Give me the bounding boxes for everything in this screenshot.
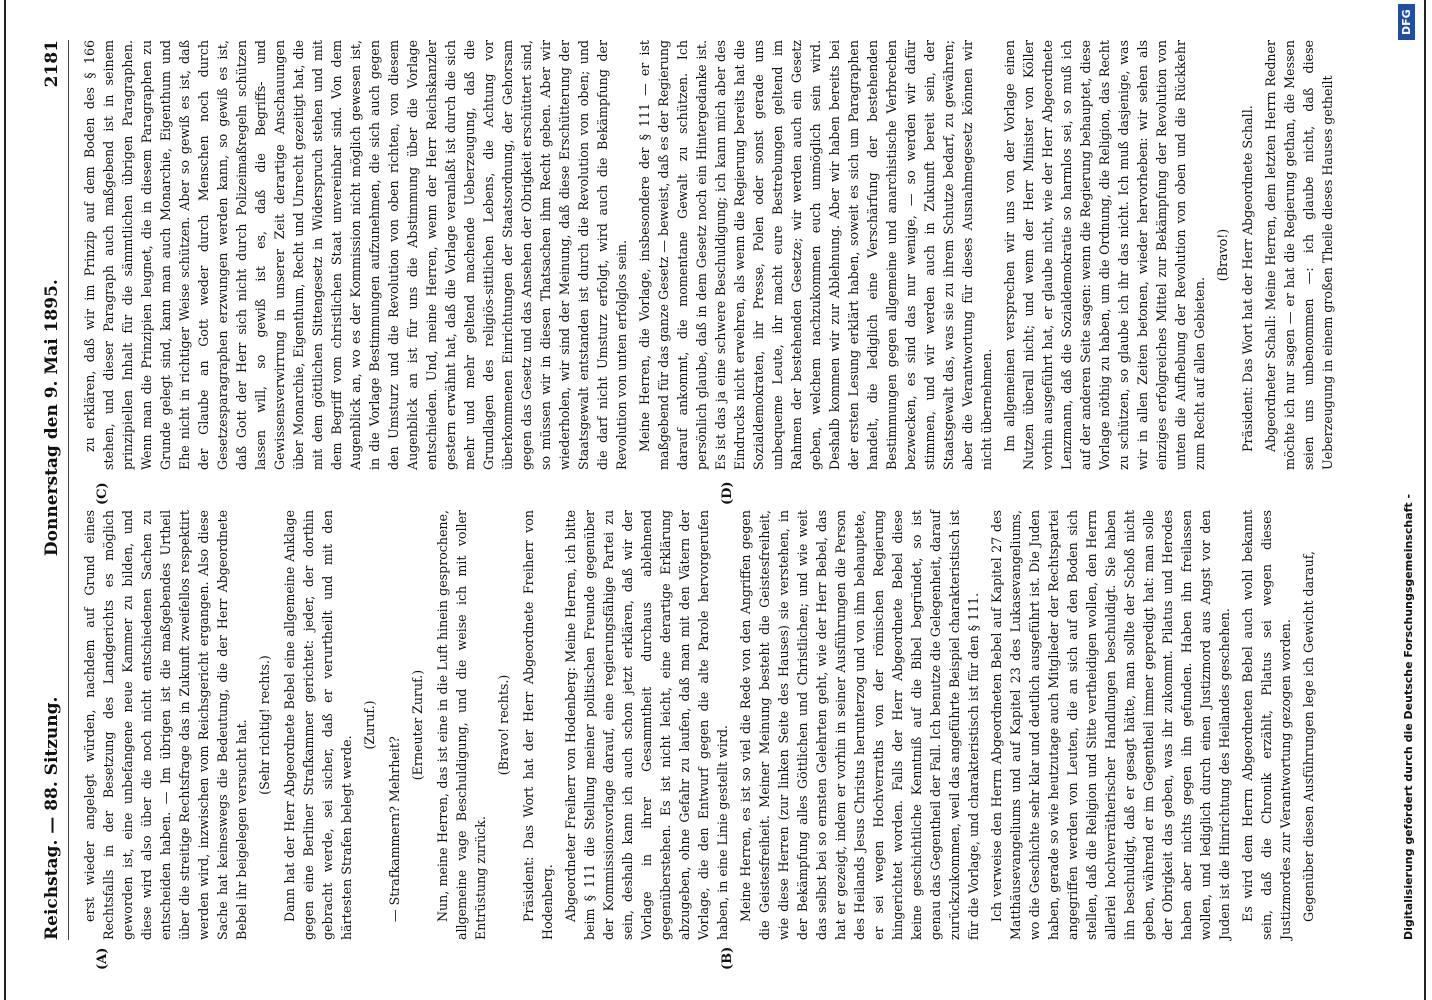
header-date: Donnerstag den 9. Mai 1895. <box>42 279 62 557</box>
paragraph: zu erklären, daß wir im Prinzip auf dem Boden des § 166 stehen, und dieser Paragraph auch maßgebend ist in seinem prinzipiellen Inhalt für die sämmtlichen übrigen Paragraphen. Wenn man die Prinzipien leugnet, die in diesem Paragraphen zu Grunde gelegt sind, kann man auch Monarchie, Eigenthum und Ehe nicht in richtiger Weise schützen. Aber so gewiß es ist, daß der Glaube an Gott weder durch Menschen noch durch Gesetzesparagraphen erzwungen werden kann, so gewiß es ist, daß Gott der Herr sich nicht durch Polizeimaßregeln schützen lassen will, so gewiß ist es, daß die Begriffs- und Gewissensverwirrung in unserer Zeit derartige Anschauungen über Monarchie, Eigenthum, Recht und Unrecht gezeitigt hat, die mit dem göttlichen Sittengesetz in Widerspruch stehen und mit dem Begriff vom christlichen Staat unvereinbar sind. Von dem Augenblick an, wo es der Kommission nicht möglich gewesen ist, in die Vorlage Bestimmungen aufzunehmen, die sich auch gegen den Umsturz und die Revolution von oben richten, von diesem Augenblick an ist für uns die Abstimmung über die Vorlage entschieden. Und, meine Herren, wenn der Herr Reichskanzler gestern erwähnt hat, daß die Vorlage veranlaßt ist durch die sich mehr und mehr geltend machende Ueberzeugung, daß die Grundlagen des religiös-sittlichen Lebens, die Achtung vor überkommenen Einrichtungen der Staatsordnung, der Gehorsam gegen das Gesetz und das Ansehen der Obrigkeit erschüttert sind, so müssen wir in diesen Thatsachen ihm Recht geben. Aber wir wiederholen, wir sind der Meinung, daß diese Erschütterung der Staatsgewalt entstanden ist durch die Revolution von oben; und die darf nicht Umsturz erfolgt, wird auch die Bekämpfung der Revolution von unten erfolglos sein. <box>82 40 629 470</box>
scan-edge-bottom <box>1424 0 1426 1000</box>
paragraph: Im allgemeinen versprechen wir uns von der Vorlage einen Nutzen überall nicht; und wenn der Herr Minister von Köller vorhin ausgeführt hat, er glaube nicht, wie der Herr Abgeordnete Lenzmann, daß die Sozialdemokratie so harmlos sei, so muß ich auf der anderen Seite sagen: wenn die Regierung behauptet, diese Vorlage nöthig zu haben, um die Ordnung, die Religion, das Recht zu schützen, so glaube ich ihr das nicht. Ich muß dasjenige, was wir in allen Zeiten betonen, wieder hervorheben: wir sehen als einziges erfolgreiches Mittel zur Bekämpfung der Revolution von unten die Aufhebung der Revolution von oben und die Rückkehr zum Recht auf allen Gebieten. <box>1002 40 1207 470</box>
interjection: (Erneuter Zuruf.) <box>410 669 425 781</box>
interjection: (Sehr richtig! rechts.) <box>257 655 272 795</box>
paragraph: Es wird dem Herrn Abgeordneten Bebel auch wohl bekannt sein, daß die Chronik erzählt, Pilatus sei wegen dieses Justizmordes zur Verantwortung gezogen worden. <box>1240 510 1293 940</box>
page-header <box>38 40 66 940</box>
left-column <box>80 510 1316 940</box>
paragraph: Präsident: Das Wort hat der Herr Abgeordnete Freiherr von Hodenberg. <box>521 510 555 940</box>
paragraph: Gegenüber diesen Ausführungen lege ich Gewicht darauf, <box>1301 551 1316 922</box>
paragraph: — Strafkammern? Mehrheit? <box>387 736 402 922</box>
interjection: (Zuruf.) <box>362 700 377 750</box>
paragraph: Dann hat der Herr Abgeordnete Bebel eine allgemeine Anklage gegen eine Berliner Strafkammer gerichtet: jeder, der dorthin gebracht werde, sei sicher, daß er verurtheilt und mit den härtesten Strafen belegt werde. <box>282 510 354 940</box>
paragraph: erst wieder angelegt würden, nachdem auf Grund eines Rechtsfalls in der Besetzung des Landgerichts es möglich geworden ist, eine unbefangene neue Kammer zu bilden, und diese wird also über die noch nicht entschiedenen Sachen zu entscheiden haben. — Im übrigen ist die maßgebendes Urtheil über die streitige Rechtsfrage das in Zukunft zweifellos respektirt werden wird, inzwischen vom Reichsgericht ergangen. Also diese Sache hat keineswegs die Bedeutung, die der Herr Abgeordnete Bebel ihr beigelegen versucht hat. <box>82 510 249 940</box>
margin-mark-c: (C) <box>95 482 110 505</box>
dfg-logo: DFG <box>1398 4 1415 40</box>
margin-mark-b: (B) <box>720 946 735 970</box>
paragraph: Nun, meine Herren, das ist eine in die Luft hinein gesprochene, allgemeine vage Beschuldigung, und die weise ich mit voller Entrüstung zurück. <box>435 510 488 940</box>
credit-text: Digitalisierung gefördert durch die Deutsche Forschungsgemeinschaft - <box>1402 493 1415 940</box>
paragraph: Meine Herren, die Vorlage, insbesondere der § 111 — er ist maßgebend für das ganze Gesetz — beweist, daß es der Regierung darauf ankommt, die momentane Gewalt zu schützen. Ich persönlich glaube, daß in dem Gesetz noch ein Hintergedanke ist. Es ist das ja eine schwere Beschuldigung; ich kann mich aber des Eindrucks nicht erwehren, als wenn die Regierung bereits hat die Sozialdemokraten, ihr Presse, Polen oder sonst gerade uns unbequeme Leute, ihr macht eure Bestrebungen geltend im Rahmen der bestehenden Gesetze; wir werden auch ein Gesetz geben, welchem nachzukommen euch unmöglich sein wird. Deshalb kommen wir zur Ablehnung. Aber wir haben bereits bei der ersten Lesung erklärt haben, soweit es sich um Paragraphen handelt, die lediglich eine Verschärfung der bestehenden Bestimmungen gegen allgemeine und anarchistische Verbrechen bezwecken, es sind das nur wenige, — so werden wir dafür stimmen, und wir werden auch in Zukunft bereit sein, der Staatsgewalt das, was sie zu ihrem Schutze bedarf, zu gewähren; aber die Verantwortung für dieses Ausnahmegesetz können wir nicht übernehmen. <box>637 40 994 470</box>
page-number: 2181 <box>42 40 62 88</box>
header-right <box>42 40 62 556</box>
paragraph: Abgeordneter Freiherr von Hodenberg: Meine Herren, ich bitte beim § 111 die Stellung meiner politischen Freunde gegenüber der Kommissionsvorlage darauf, eine regierungsfähige Partei zu sein, deshalb kann ich auch schon jetzt erklären, daß wir der Vorlage in ihrer Gesammtheit durchaus ablehnend gegenüberstehen. Es ist nicht leicht, eine derartige Erklärung abzugeben, ohne Gefahr zu laufen, daß man mit den Vätern der Vorlage, die den Entwurf gegen die alte Parole hervorgerufen haben, in eine Linie gestellt wird. <box>563 510 730 940</box>
digitization-credit <box>1402 40 1415 940</box>
right-column <box>80 40 1335 470</box>
interjection: (Bravo!) <box>1215 228 1230 282</box>
paragraph: Ich verweise den Herrn Abgeordneten Bebel auf Kapitel 27 des Matthäusevangeliums und auf Kapitel 23 des Lukasevangeliums, wo die Geschichte sehr klar und deutlich ausgeführt ist. Die Juden haben, gerade so wie heutzutage auch Mitglieder der Rechtspartei angegriffen werden von Leuten, die an sich auf den Boden sich stellen, daß die Religion und Sitte vertheidigen wollen, den Herrn allerlei hochverrätherischer Handlungen beschuldigt. Sie haben ihn beschuldigt, daß er gesagt hätte, man sollte der Schoß nicht geben, während er im Gegentheil immer gepredigt hat: man solle der Obrigkeit das geben, was ihr zukommt. Pilatus und Herodes haben aber nichts gegen ihn gefunden. Haben ihn freilassen wollen, und lediglich durch einen Justizmord aus Angst vor den Juden ist die Hinrichtung des Heilandes geschehen. <box>989 510 1232 940</box>
margin-mark-d: (D) <box>720 481 735 505</box>
margin-mark-a: (A) <box>95 947 110 970</box>
paragraph: Abgeordneter Schall: Meine Herren, dem letzten Herrn Redner möchte ich nur sagen — er hat die Regierung gethan, die Messen seien uns unbenommen —: ich glaube nicht, daß diese Ueberzeugung in einem großen Theile dieses Hauses getheilt <box>1263 40 1335 470</box>
interjection: (Bravo! rechts.) <box>496 674 511 776</box>
scan-edge-top <box>4 0 6 1000</box>
paragraph: Präsident: Das Wort hat der Herr Abgeordnete Schall. <box>1240 105 1255 452</box>
header-left: Reichstag. — 88. Sitzung. <box>42 696 62 940</box>
paragraph: Meine Herren, es ist so viel die Rede von den Angriffen gegen die Geistesfreiheit. Meiner Meinung besteht die Geistesfreiheit, wie diese Herren (zur linken Seite des Hauses) sie verstehen, in der Bekämpfung alles Göttlichen und Christlichen; und wie weit das selbst bei so ernsten Gelehrten geht, wie der Herr Bebel, das hat er gezeigt, indem er vorhin in seiner Ausführungen die Person des Heilands Jesus Christus herunterzog und von ihm behauptete, er sei wegen Hochverraths von der römischen Regierung hingerichtet worden. Falls der Herr Abgeordnete Bebel diese keine geschichtliche Kenntniß auf die Bibel begründet, so ist genau das Gegentheil der Fall. Ich benutze die Gelegenheit, darauf zurückzukommen, weil das angeführte Beispiel charakteristisch ist für die Vorlage, und charakteristisch ist für den § 111. <box>738 510 981 940</box>
header-rule <box>68 40 69 940</box>
